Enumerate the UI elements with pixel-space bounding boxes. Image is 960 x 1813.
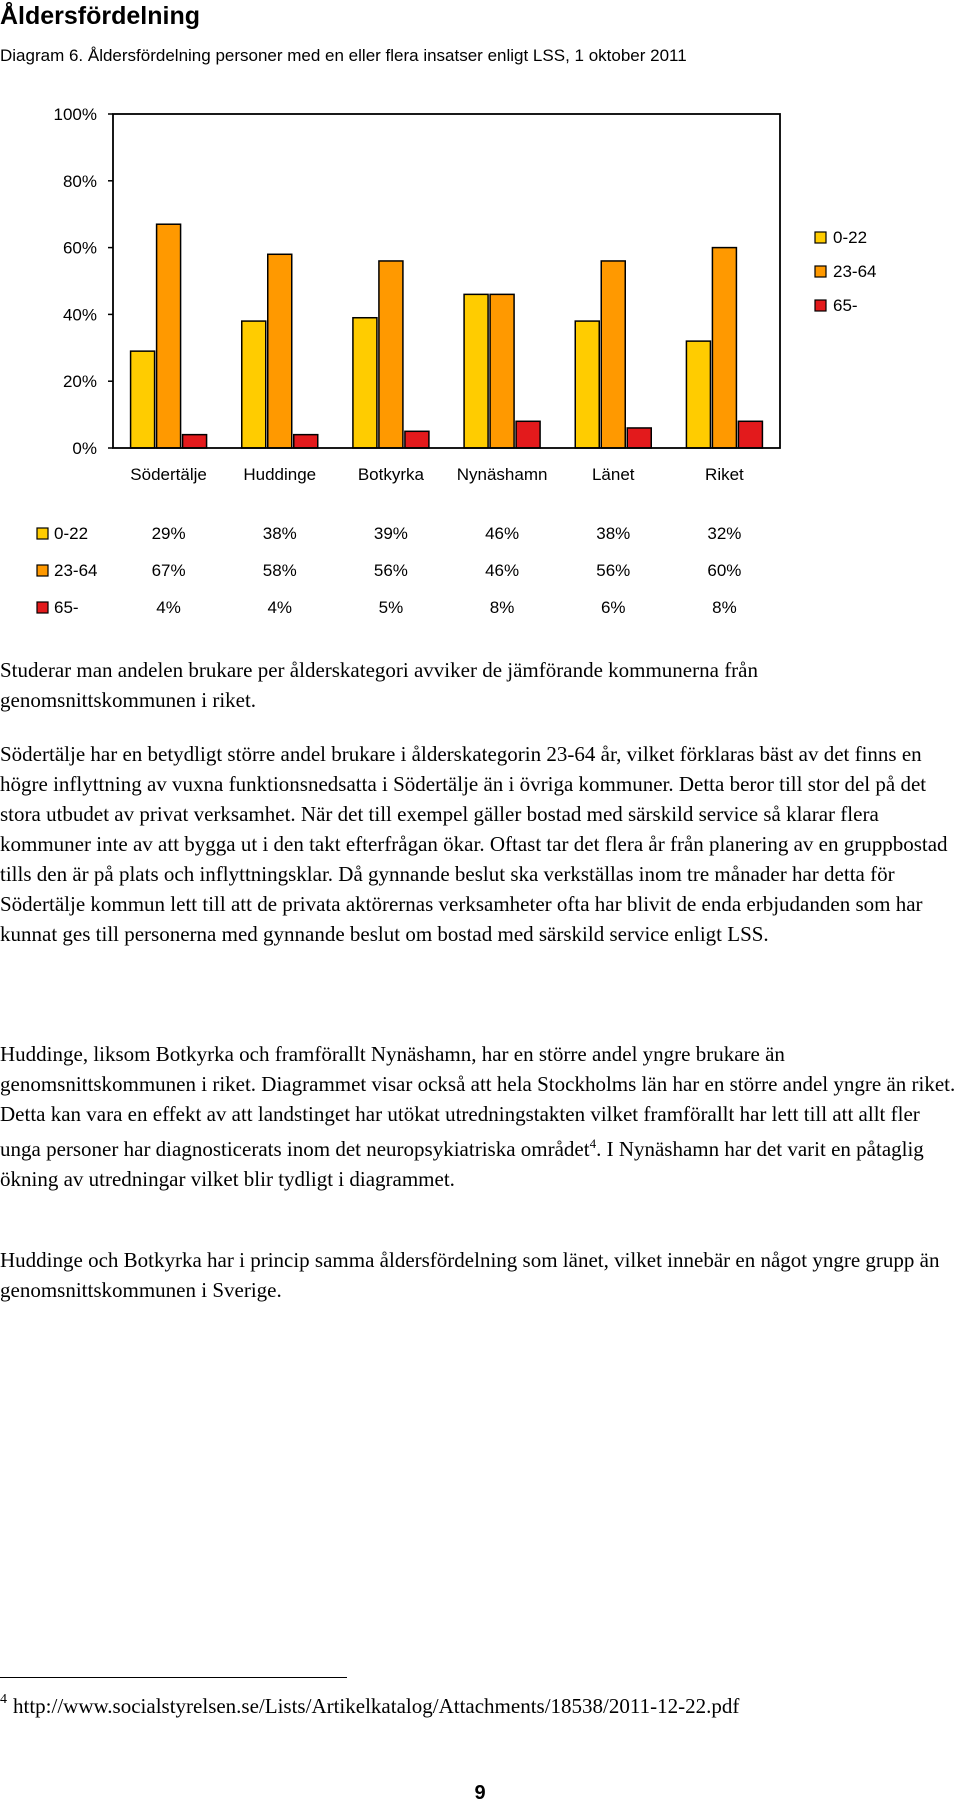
y-tick-label: 100%	[53, 105, 97, 124]
y-tick-label: 40%	[62, 305, 97, 325]
bar	[627, 428, 651, 448]
table-value: 32%	[707, 524, 742, 543]
table-value: 67%	[151, 561, 186, 580]
bar	[268, 254, 292, 448]
y-tick-label: 80%	[62, 171, 97, 191]
table-value: 4%	[267, 598, 293, 617]
table-value: 56%	[373, 561, 408, 580]
table-value: 4%	[156, 598, 181, 617]
legend-swatch	[815, 232, 826, 243]
bar	[686, 341, 710, 448]
y-tick-label: 0%	[72, 439, 97, 458]
footnote-divider	[0, 1677, 347, 1678]
table-value: 60%	[707, 561, 742, 580]
bar	[601, 261, 625, 448]
table-swatch	[37, 528, 48, 539]
paragraph-younger-users	[0, 1039, 958, 1194]
table-series-name: 0-22	[54, 524, 89, 543]
paragraph-similar-distribution: Huddinge och Botkyrka har i princip samma åldersfördelning som länet, vilket innebär en något yngre grupp än genomsnittskommunen i Sverige.	[0, 1248, 940, 1302]
y-tick-label: 20%	[62, 372, 97, 392]
paragraph-younger-users-part1: Huddinge, liksom Botkyrka och framförallt Nynäshamn, har en större andel yngre brukare än genomsnittskommunen i riket. Diagrammet visar också att hela Stockholms län har en större andel yngre än riket. Detta kan vara en effekt av att landstinget har utökat utredningstakten vilket framförallt har lett till att allt fler unga personer har diagnosticerats inom det neuropsykiatriska området	[0, 1042, 956, 1161]
y-tick-label: 60%	[62, 238, 97, 258]
paragraph-sodertalje: Södertälje har en betydligt större andel brukare i ålderskategorin 23-64 år, vilket förklaras bäst av det finns en högre inflyttning av vuxna funktionsnedsatta i Södertälje än i övriga kommuner. Detta beror till stor del på det stora utbudet av privat verksamhet. När det till exempel gäller bostad med särskild service så klarar flera kommuner inte av att bygga ut i den takt efterfrågan ökar. Oftast tar det flera år från planering av en gruppbostad tills den är på plats och inflyttningsklar. Då gynnande beslut ska verkställas inom tre månader har detta för Södertälje kommun lett till att de privata aktörernas verksamheter ofta har blivit de enda erbjudanden som har kunnat ges till personerna med gynnande beslut om bostad med särskild service enligt LSS.	[0, 742, 948, 946]
paragraph-younger-users-part2: . I Nynäshamn har det varit en påtaglig ökning av utredningar vilket blir tydligt i diagrammet.	[0, 1137, 924, 1191]
bar	[242, 321, 266, 448]
x-category-label: Huddinge	[243, 465, 317, 484]
legend-label: 65-	[833, 296, 858, 315]
footnote-reference[interactable]: 4	[589, 1136, 597, 1151]
footnote-link[interactable]: http://www.socialstyrelsen.se/Lists/Artikelkatalog/Attachments/18538/2011-12-22.pdf	[13, 1694, 740, 1718]
bar	[294, 435, 318, 448]
x-category-label: Länet	[591, 465, 635, 484]
x-category-label: Nynäshamn	[456, 465, 548, 484]
table-swatch	[37, 602, 48, 613]
table-value: 46%	[485, 561, 520, 580]
page-number: 9	[474, 1782, 486, 1804]
table-value: 56%	[596, 561, 631, 580]
bar	[712, 248, 736, 448]
bar	[157, 224, 181, 448]
table-value: 38%	[262, 524, 297, 543]
section-heading: Åldersfördelning	[0, 2, 201, 30]
paragraph-intro: Studerar man andelen brukare per ålderskategori avviker de jämförande kommunerna från genomsnittskommunen i riket.	[0, 658, 758, 712]
legend-swatch	[815, 266, 826, 277]
bar	[490, 294, 514, 448]
table-value: 29%	[151, 524, 186, 543]
legend-swatch	[815, 300, 826, 311]
table-series-name: 23-64	[54, 561, 98, 580]
age-distribution-chart	[0, 90, 960, 630]
legend-label: 0-22	[833, 228, 868, 247]
bar	[405, 431, 429, 448]
footnote-number: 4	[0, 1692, 7, 1707]
x-category-label: Riket	[705, 465, 744, 484]
plot-frame	[113, 114, 780, 448]
bar	[575, 321, 599, 448]
chart-caption: Diagram 6. Åldersfördelning personer med en eller flera insatser enligt LSS, 1 oktober 2011	[0, 46, 687, 65]
table-value: 8%	[712, 598, 737, 617]
table-series-name: 65-	[54, 598, 79, 617]
bar	[738, 421, 762, 448]
bar	[183, 435, 207, 448]
legend-label: 23-64	[833, 262, 877, 281]
table-value: 46%	[485, 524, 520, 543]
footnote	[0, 1692, 739, 1719]
bar	[353, 318, 377, 448]
table-value: 5%	[378, 598, 404, 617]
x-category-label: Södertälje	[130, 465, 207, 484]
table-value: 6%	[600, 598, 626, 617]
table-value: 38%	[596, 524, 631, 543]
table-value: 39%	[373, 524, 408, 543]
x-category-label: Botkyrka	[357, 465, 424, 484]
bar	[516, 421, 540, 448]
bar	[379, 261, 403, 448]
bar	[464, 294, 488, 448]
table-value: 58%	[262, 561, 297, 580]
bar	[131, 351, 155, 448]
table-swatch	[37, 565, 48, 576]
table-value: 8%	[489, 598, 515, 617]
